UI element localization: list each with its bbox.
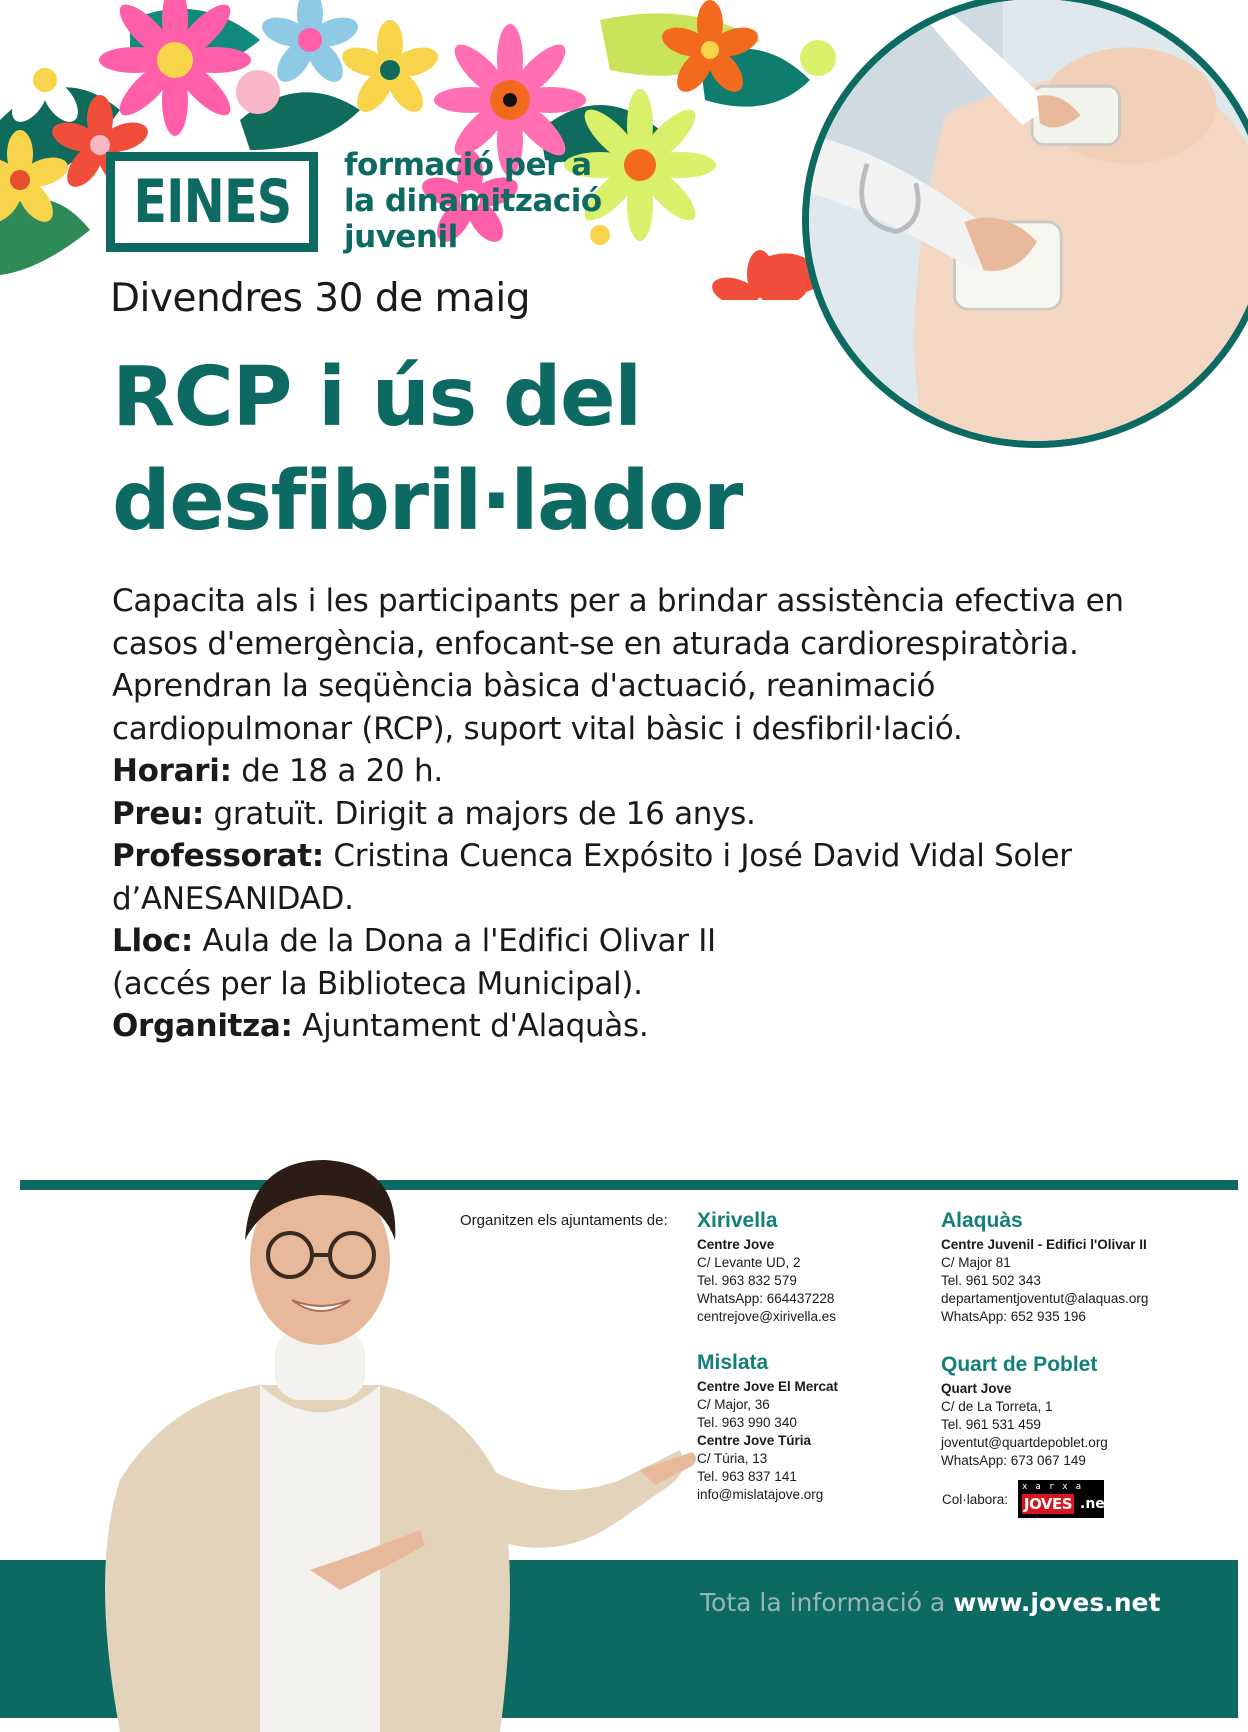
detail-label: Organitza: bbox=[112, 1008, 293, 1044]
event-description: Capacita als i les participants per a brindar assistència efectiva en casos d'emergència, enfocant-se en aturada cardiorespiratòria. Aprendran la seqüència bàsica d'actuació, reanimació cardiopulmonar (RCP), suport vital bàsic i desfibril·lació. bbox=[112, 583, 1124, 747]
town-xirivella bbox=[697, 1208, 836, 1326]
town-name: Alaquàs bbox=[941, 1209, 1023, 1232]
contact-line: departamentjoventut@alaquas.org bbox=[941, 1291, 1149, 1306]
centre-name: Centre Jove bbox=[697, 1237, 775, 1252]
info-url-link[interactable]: www.joves.net bbox=[953, 1588, 1161, 1617]
detail-schedule bbox=[112, 750, 1152, 793]
detail-value: gratuït. Dirigit a majors de 16 anys. bbox=[204, 795, 756, 832]
detail-value: Cristina Cuenca Expósito i José David Vidal Soler d’ANESANIDAD. bbox=[112, 838, 1072, 917]
contact-line: C/ Major, 36 bbox=[697, 1397, 770, 1412]
town-name: Mislata bbox=[697, 1351, 769, 1374]
event-title bbox=[112, 346, 872, 554]
event-date: Divendres 30 de maig bbox=[110, 276, 530, 321]
contact-line: Tel. 963 832 579 bbox=[697, 1273, 797, 1288]
contact-line: Tel. 961 531 459 bbox=[941, 1417, 1041, 1432]
tagline-line: formació per a bbox=[344, 147, 592, 183]
contact-line: joventut@quartdepoblet.org bbox=[941, 1435, 1108, 1450]
contact-line: C/ Túria, 13 bbox=[697, 1451, 768, 1466]
detail-value: Aula de la Dona a l'Edifici Olivar II bbox=[192, 923, 716, 959]
eines-logo bbox=[106, 152, 318, 252]
town-mislata bbox=[697, 1350, 838, 1504]
centre-name: Centre Jove Túria bbox=[697, 1433, 812, 1448]
xarxa-joves-logo bbox=[1018, 1480, 1112, 1518]
contact-line: C/ de La Torreta, 1 bbox=[941, 1399, 1053, 1414]
contact-line: Tel. 963 990 340 bbox=[697, 1415, 797, 1430]
detail-value: Ajuntament d'Alaquàs. bbox=[292, 1008, 649, 1044]
info-line bbox=[700, 1588, 1160, 1617]
contact-line: Tel. 961 502 343 bbox=[941, 1273, 1041, 1288]
centre-name: Quart Jove bbox=[941, 1381, 1012, 1396]
detail-price bbox=[112, 793, 1152, 836]
brand-tagline bbox=[344, 147, 614, 255]
logo-suffix-text: .net bbox=[1080, 1496, 1112, 1512]
info-prefix: Tota la informació a bbox=[700, 1588, 954, 1617]
logo-main-text: JOVES bbox=[1024, 1495, 1073, 1513]
contact-line: Tel. 963 837 141 bbox=[697, 1469, 797, 1484]
event-body bbox=[112, 580, 1152, 1048]
detail-teachers bbox=[112, 835, 1152, 920]
detail-place bbox=[112, 920, 1152, 963]
detail-value: de 18 a 20 h. bbox=[231, 753, 443, 789]
person-pointing-photo bbox=[80, 1150, 700, 1732]
detail-organizer bbox=[112, 1005, 1152, 1048]
detail-label: Horari: bbox=[112, 753, 232, 789]
tagline-line: juvenil bbox=[344, 219, 458, 255]
title-line: RCP i ús del bbox=[112, 350, 641, 445]
detail-label: Professorat: bbox=[112, 838, 324, 874]
detail-place-access bbox=[112, 963, 1152, 1006]
contact-line: C/ Major 81 bbox=[941, 1255, 1011, 1270]
detail-value: (accés per la Biblioteca Municipal). bbox=[112, 965, 643, 1002]
town-alaquas bbox=[941, 1208, 1148, 1326]
contact-line: centrejove@xirivella.es bbox=[697, 1309, 837, 1324]
centre-name: Centre Juvenil - Edifici l'Olivar II bbox=[941, 1237, 1147, 1252]
contact-line: info@mislatajove.org bbox=[697, 1487, 824, 1502]
organizers-label: Organitzen els ajuntaments de: bbox=[460, 1212, 668, 1229]
town-name: Quart de Poblet bbox=[941, 1353, 1098, 1376]
contact-line: WhatsApp: 652 935 196 bbox=[941, 1309, 1086, 1324]
logo-text: EINES bbox=[132, 167, 292, 237]
tagline-line: la dinamització bbox=[344, 183, 602, 219]
contact-line: WhatsApp: 673 067 149 bbox=[941, 1453, 1086, 1468]
colabora-label: Col·labora: bbox=[942, 1492, 1009, 1507]
detail-label: Preu: bbox=[112, 795, 204, 832]
contact-line: WhatsApp: 664437228 bbox=[697, 1291, 835, 1306]
logo-top-text: xarxa bbox=[1022, 1482, 1090, 1492]
detail-label: Lloc: bbox=[112, 923, 193, 959]
town-quart-de-poblet bbox=[941, 1352, 1108, 1470]
town-name: Xirivella bbox=[697, 1209, 778, 1232]
contact-line: C/ Levante UD, 2 bbox=[697, 1255, 801, 1270]
centre-name: Centre Jove El Mercat bbox=[697, 1379, 839, 1394]
title-line: desfibril·lador bbox=[112, 454, 742, 549]
